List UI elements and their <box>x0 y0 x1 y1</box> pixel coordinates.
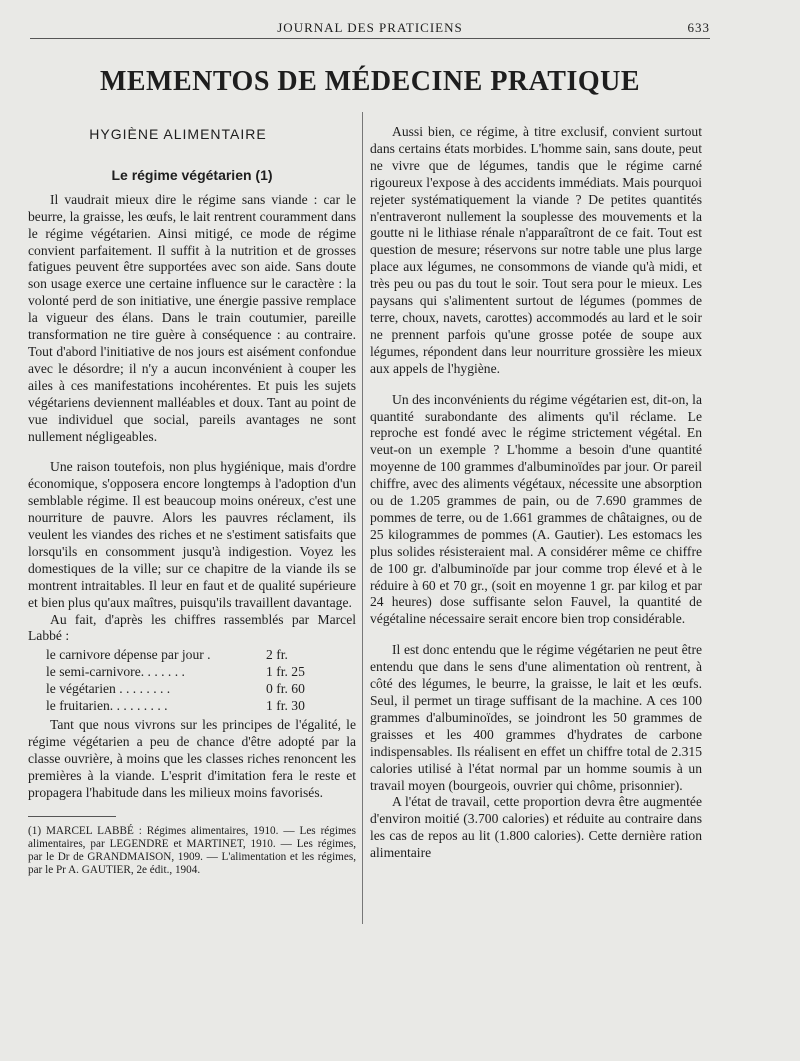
right-column <box>370 124 702 862</box>
price-list <box>46 647 356 715</box>
page-title: MEMENTOS DE MÉDECINE PRATIQUE <box>99 66 641 97</box>
paragraph: Il est donc entendu que le régime végétarien ne peut être entendu que dans le sens d'une alimentation où rentrent, à côté des légumes, le beurre, la graisse, le lait et les œufs. Seul, il permet un tirage suffisant de la machine. A ces 100 grammes d'albuminoïdes, se joindront les 50 grammes de graisses et les 400 grammes d'hydrates de carbone indispensables. Ils réalisent en effet un chiffre total de 2.315 calories utilisé à l'état normal par un homme soumis à un travail moyen (bourgeois, ouvrier qui chôme, prisonnier). <box>370 642 702 793</box>
price-value: 0 fr. 60 <box>266 681 305 697</box>
price-label: le fruitarien. . . . . . . . . <box>46 698 168 714</box>
journal-title: JOURNAL DES PRATICIENS <box>277 20 463 35</box>
section-heading: HYGIÈNE ALIMENTAIRE <box>89 126 267 142</box>
paragraph: Il vaudrait mieux dire le régime sans viande : car le beurre, la graisse, les œufs, le lait rentrent couramment dans le régime végétarien. Ainsi mitigé, ce mode de régime convient parfaitement. Il suffit à la nutrition et de grosses fatigues peuvent être supportées avec son aide. Sans doute son usage exerce une certaine influence sur le caractère : la volonté perd de son initiative, une énergie passive remplace la vigueur des élans. Dans le train coutumier, pareille transformation ne tire guère à conséquence : au contraire. Tout d'abord l'initiative de nos jours est aisément confondue avec le désordre; il n'y a aucun inconvénient à couper les ailes à ces manifestations incohérentes. Et puis les sujets végétariens deviennent malléables et doux. Tant au point de vue individuel que social, pareils avantages ne sont nullement négligeables. <box>28 191 356 444</box>
price-row <box>46 681 356 698</box>
paragraph: Au fait, d'après les chiffres rassemblés par Marcel Labbé : <box>28 611 356 644</box>
price-label: le végétarien . . . . . . . . <box>46 681 171 697</box>
price-label: le semi-carnivore. . . . . . . <box>46 664 185 680</box>
price-row <box>46 647 356 664</box>
price-label: le carnivore dépense par jour . <box>46 647 211 663</box>
column-divider <box>362 112 363 924</box>
price-value: 1 fr. 25 <box>266 664 305 680</box>
price-value: 1 fr. 30 <box>266 698 305 714</box>
paragraph: Un des inconvénients du régime végétarien est, dit-on, la quantité surabondante des aliments qu'il réclame. Le reproche est fondé avec le régime strictement végétal. En veut-on un exemple ? L'homme a besoin d'une quantité moyenne de 100 grammes d'albuminoïdes par jour. Or pareil chiffre, avec des aliments végétaux, nécessite une absorption ou de 1.205 grammes de pain, ou de 7.690 grammes de pommes de terre, ou de 1.661 grammes de châtaignes, ou de 25 kilogrammes de pommes (A. Gautier). Les estomacs les plus solides résisteraient mal. A considérer même ce chiffre de 100 gr. d'albuminoïde par jour comme trop élevé et à le réduire à 60 et 70 gr., (soit en moyenne 1 gr. par kilog et par 24 heures) dose suffisante selon Fauvel, la quantité de végétaline nécessaire serait encore bien trop considérable. <box>370 391 702 627</box>
left-column <box>28 118 356 877</box>
price-row <box>46 664 356 681</box>
footnote-rule <box>28 816 116 817</box>
paragraph: Une raison toutefois, non plus hygiénique, mais d'ordre économique, s'opposera encore longtemps à l'adoption d'un semblable régime. Il est beaucoup moins onéreux, c'est une nourriture de pauvre. Alors les pauvres réclament, ils veulent les viandes des riches et ne s'estiment satisfaits que lorsqu'ils en consomment jusqu'à indigestion. Voyez les domestiques de la ville; sur ce chapitre de la viande ils se montrent intraitables. Il leur en faut et de qualité supérieure et bien plus qu'aux maîtres, puisqu'ils travaillent davantage. <box>28 459 356 610</box>
footnote: (1) MARCEL LABBÉ : Régimes alimentaires, 1910. — Les régimes alimentaires, par LEGENDRE et MARTINET, 1910. — Les régimes, par le Dr de GRANDMAISON, 1909. — L'alimentation et les régimes, par le Pr A. GAUTIER, 2e édit., 1904. <box>28 824 356 876</box>
price-value: 2 fr. <box>266 647 288 663</box>
page-number: 633 <box>687 20 710 35</box>
paragraph: Aussi bien, ce régime, à titre exclusif, convient surtout dans certains états morbides. L'homme sain, sans doute, peut ne vivre que de légumes, tandis que le régime carné rigoureux l'expose à des accidents immédiats. Mais pourquoi rejeter systématiquement la viande ? De petites quantités n'entraveront nullement la souplesse des mouvements et la goutte ni le lithiase rénale n'apparaîtront de ce fait. Tout est question de mesure; réservons sur notre table une plus large place aux légumes, ne consommons de viande qu'à midi, et très peu ou pas du tout le soir. Tout sera pour le mieux. Les paysans qui s'alimentent surtout de légumes (pommes de terre, choux, navets, carottes) accommodés au lard et le soir ne prennent parfois qu'une grosse potée de soupe aux légumes, répondent dans leur nourriture grossière les mieux aux appels de l'hygiène. <box>370 124 702 376</box>
paragraph: Tant que nous vivrons sur les principes de l'égalité, le régime végétarien a peu de chance d'être adopté par la classe ouvrière, à moins que les classes riches renoncent les premières à la viande. L'esprit d'imitation fera le reste et propagera l'habitude dans les milieux moins favorisés. <box>28 717 356 800</box>
paragraph: A l'état de travail, cette proportion devra être augmentée d'environ moitié (3.700 calories) et réduite au contraire dans les cas de repos au lit (1.800 calories). Cette dernière ration alimentaire <box>370 794 702 861</box>
price-row <box>46 698 356 715</box>
article-title: Le régime végétarien (1) <box>111 166 273 183</box>
running-header <box>30 20 710 39</box>
